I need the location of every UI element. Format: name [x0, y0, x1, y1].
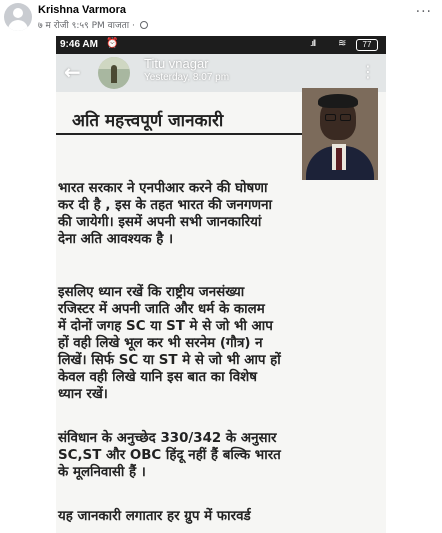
message-paragraph-4: यह जानकारी लगातार हर ग्रुप में फारवर्ड — [58, 509, 251, 524]
post-timestamp[interactable]: ७ म रोजी ९:५९ PM वाजता · — [38, 18, 148, 31]
back-arrow-icon: ← — [64, 60, 81, 84]
message-heading: अति महत्त्वपूर्ण जानकारी — [72, 111, 224, 131]
portrait-image — [302, 88, 378, 180]
kebab-menu-icon: ⋮ — [360, 62, 376, 81]
wifi-icon: ≋ — [338, 38, 347, 49]
message-paragraph-1: भारत सरकार ने एनपीआर करने की घोषणा कर दी है , इस के तहत भारत की जनगणना की जायेगी। इसमें अपनी सभी जानकारियां देना अति आवश्यक है । — [58, 181, 273, 247]
battery-icon: 77 — [356, 39, 378, 51]
phone-status-bar — [56, 36, 386, 54]
message-paragraph-3: संविधान के अनुच्छेद 330/342 के अनुसार SC,ST और OBC हिंदू नहीं हैं बल्कि भारत के मूलनिवासी हैं । — [58, 431, 281, 480]
last-seen: Yesterday, 8:07 pm — [144, 72, 230, 83]
status-time: 9:46 AM — [60, 39, 98, 50]
chat-header — [56, 54, 386, 92]
shared-screenshot[interactable] — [56, 36, 386, 533]
message-paragraph-2: इसलिए ध्यान रखें कि राष्ट्रीय जनसंख्या रजिस्टर में अपनी जाति और धर्म के कालम में दोनों जगह SC या ST मे से जो भी आप हों वही लिखे भूल कर भी सरनेम (गौत्र) न लिखें। सिर्फ SC या ST मे से जो भी आप हों केवल वही लिखे यानि इस बात का विशेष ध्यान रखें। — [58, 285, 281, 402]
signal-icon: .ıll — [310, 38, 315, 48]
author-name[interactable]: Krishna Varmora — [38, 4, 127, 16]
more-icon[interactable]: ··· — [415, 4, 432, 20]
heading-divider — [56, 133, 302, 135]
contact-name: Titu vnagar — [144, 56, 209, 71]
alarm-icon: ⏰ — [106, 38, 119, 49]
post-header — [0, 0, 442, 34]
globe-icon — [140, 21, 148, 29]
contact-avatar — [98, 57, 130, 89]
avatar[interactable] — [4, 3, 32, 31]
